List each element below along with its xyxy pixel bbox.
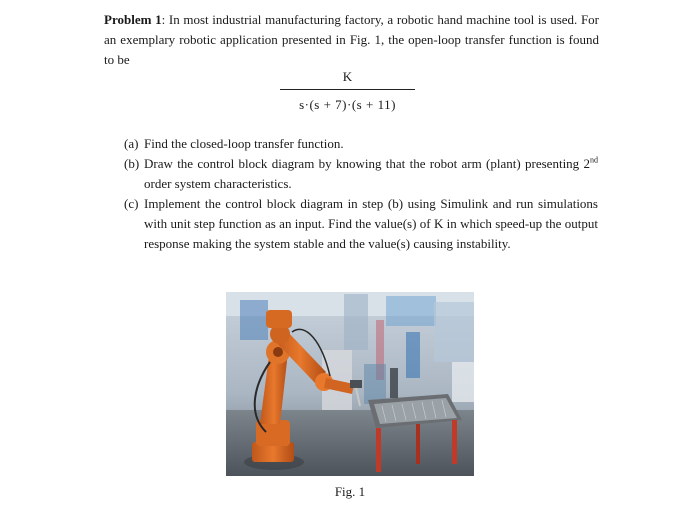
part-b-tag: (b) xyxy=(124,156,140,171)
part-a-tag: (a) xyxy=(124,136,139,151)
robot-arm-figure xyxy=(226,292,474,476)
figure-caption: Fig. 1 xyxy=(334,484,366,499)
part-c-text: Implement the control block diagram in step (b) using Simulink and run simulations with unit step function as an input. Find the value(s) of K in which speed-up the output response making the system stable and the value(s) causing instability. xyxy=(144,196,598,251)
transfer-function-numerator: K xyxy=(342,69,353,84)
problem-intro-text: : In most industrial manufacturing factory, a robotic hand machine tool is used. For an exemplary robotic application presented in Fig. 1, the open-loop transfer function is found to be xyxy=(104,12,600,67)
part-b xyxy=(124,154,598,194)
problem-parts-list xyxy=(124,134,598,254)
part-a xyxy=(124,134,598,154)
fraction-bar xyxy=(280,89,415,90)
part-b-text-before: Draw the control block diagram by knowing that the robot arm (plant) presenting 2 xyxy=(144,156,590,171)
part-c xyxy=(124,194,598,254)
transfer-function xyxy=(280,68,415,114)
problem-label: Problem 1 xyxy=(104,12,162,27)
problem-statement xyxy=(104,10,599,70)
transfer-function-denominator: s·(s + 7)·(s + 11) xyxy=(299,97,396,112)
robot-arm-photo xyxy=(226,292,474,476)
part-b-superscript: nd xyxy=(590,155,598,165)
part-b-text-after: order system characteristics. xyxy=(144,176,292,191)
part-a-text: Find the closed-loop transfer function. xyxy=(144,136,344,151)
part-c-tag: (c) xyxy=(124,196,139,211)
